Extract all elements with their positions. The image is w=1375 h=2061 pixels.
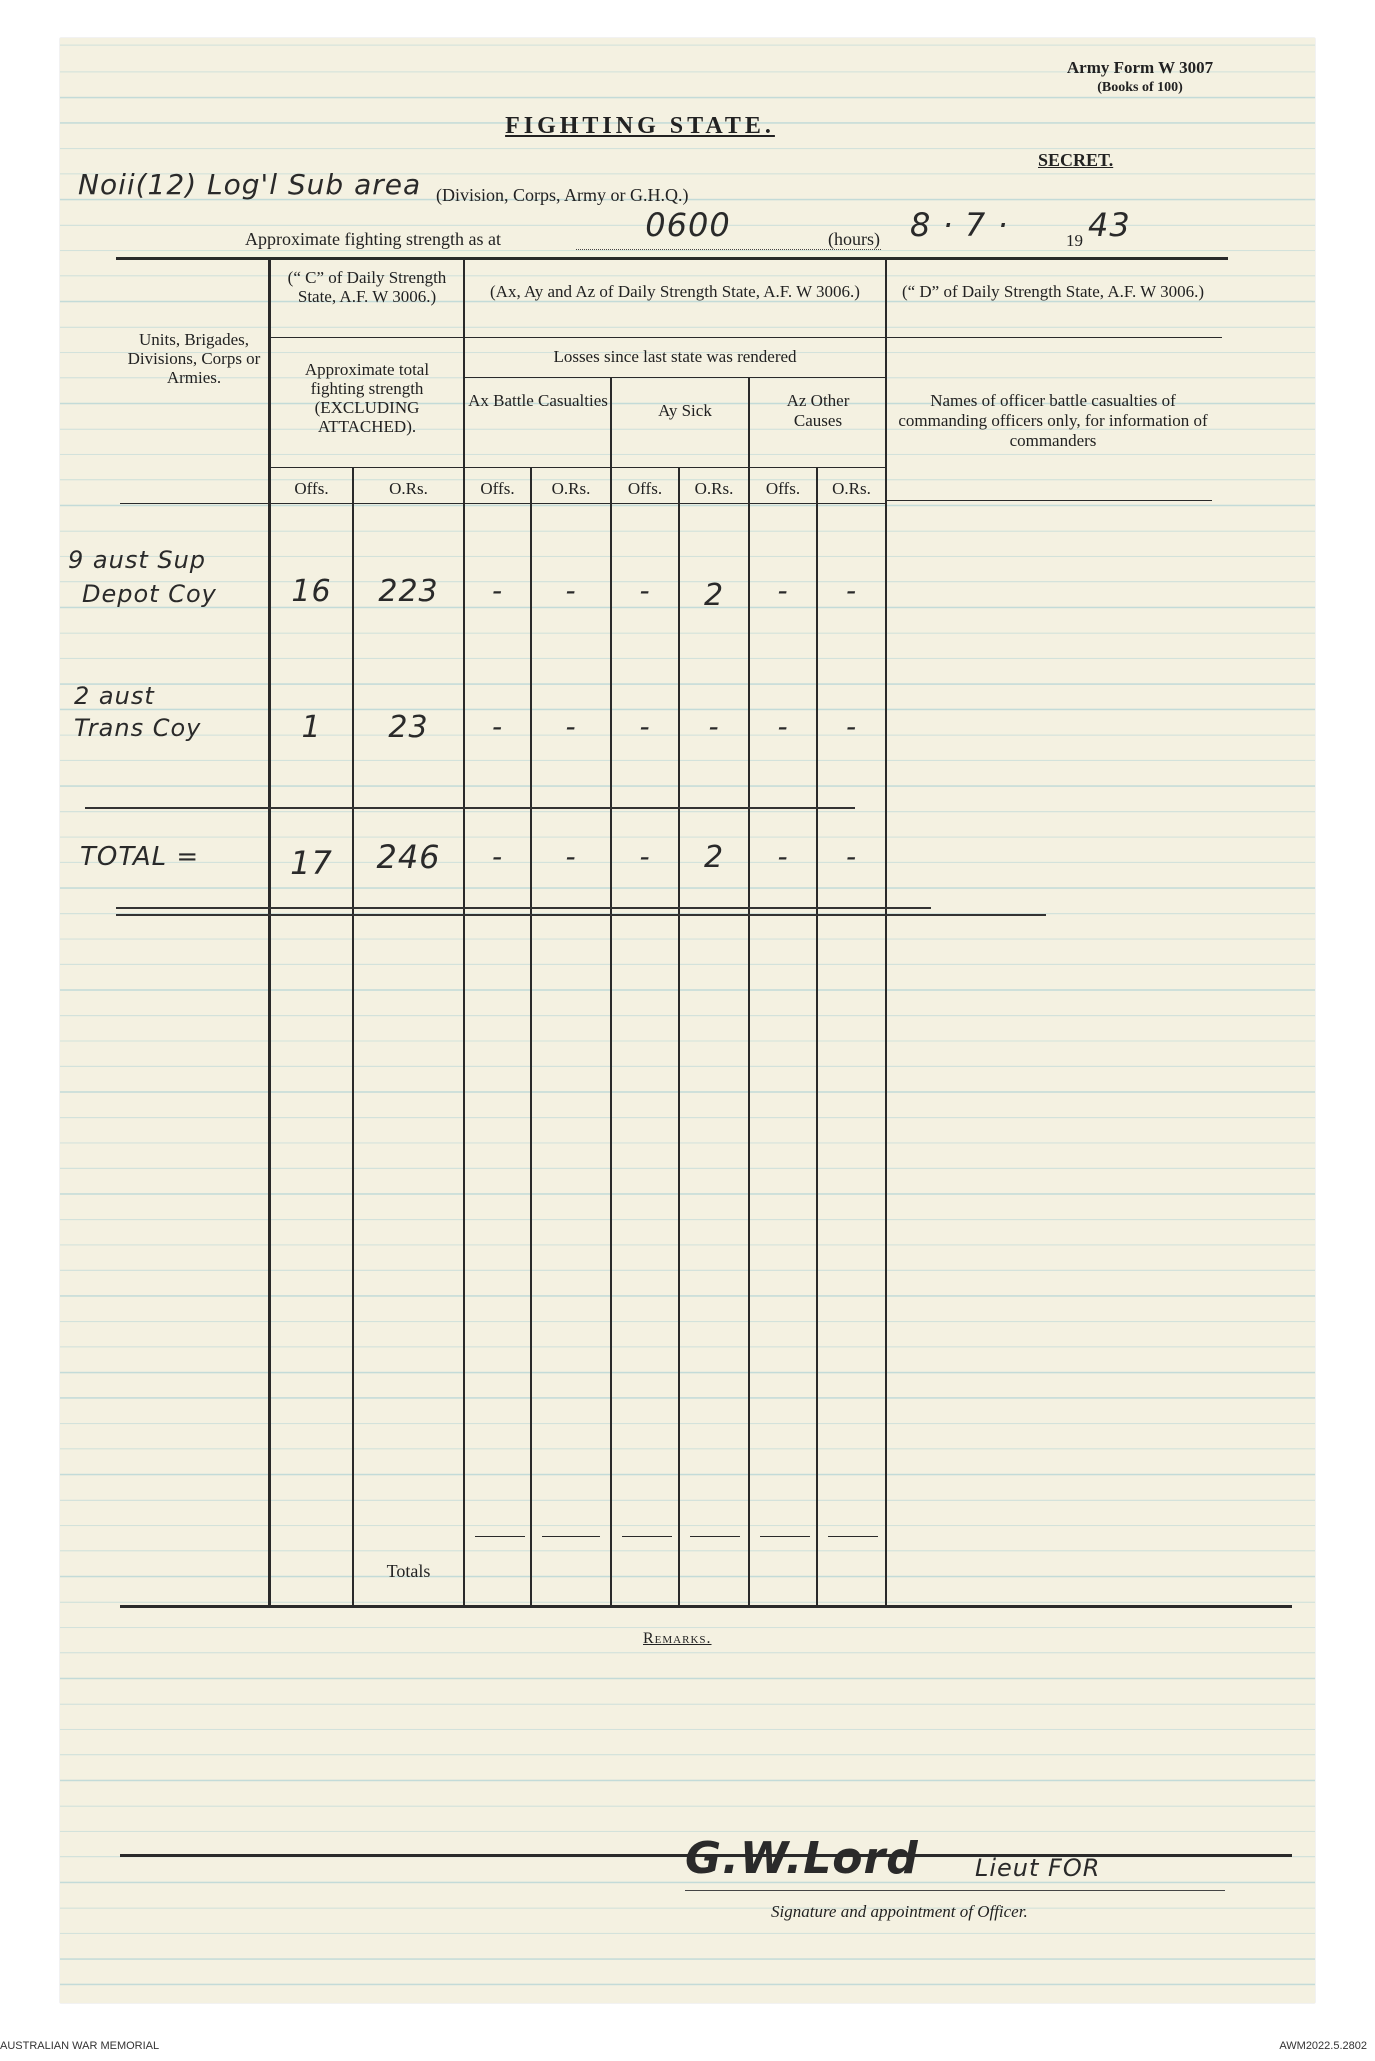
formation-label: (Division, Corps, Army or G.H.Q.) bbox=[436, 185, 689, 205]
row2-ors: 23 bbox=[388, 710, 429, 745]
ax-ors-header: O.Rs. bbox=[551, 479, 591, 498]
handwritten-double-rule-bottom bbox=[116, 914, 1046, 916]
total-ay-ors: 2 bbox=[703, 840, 725, 875]
row1-az-ors: - bbox=[845, 574, 858, 607]
row1-ay-ors: 2 bbox=[703, 578, 725, 613]
ay-header: Ay Sick bbox=[658, 401, 712, 420]
row2-az-ors: - bbox=[845, 710, 858, 743]
approx-strength-label: Approximate fighting strength as at bbox=[245, 229, 501, 249]
ax-offs-header: Offs. bbox=[480, 479, 515, 498]
c-ors-header: O.Rs. bbox=[389, 479, 428, 498]
form-title: FIGHTING STATE. bbox=[505, 113, 775, 139]
row2-ay-ors: - bbox=[708, 710, 720, 743]
footer-right: AWM2022.5.2802 bbox=[1279, 2040, 1367, 2052]
handwritten-double-rule-top bbox=[116, 907, 931, 909]
d-bottom-rule bbox=[887, 500, 1212, 501]
total-ors: 246 bbox=[376, 838, 441, 876]
divider-ax-ay bbox=[610, 378, 612, 1605]
time-handwritten: 0600 bbox=[645, 206, 731, 244]
total-ax-ors: - bbox=[565, 840, 577, 873]
az-offs-header: Offs. bbox=[765, 479, 801, 498]
books-note: (Books of 100) bbox=[1097, 80, 1183, 95]
divider-ax-inner bbox=[530, 468, 532, 1605]
row2-az-offs: - bbox=[777, 710, 789, 743]
signature-caption: Signature and appointment of Officer. bbox=[771, 1902, 1028, 1921]
losses-rule bbox=[465, 377, 885, 378]
hours-label: (hours) bbox=[828, 229, 880, 249]
row1-ors: 223 bbox=[378, 574, 439, 609]
year-prefix: 19 bbox=[1066, 231, 1083, 250]
signature-line bbox=[685, 1890, 1225, 1891]
a-ref-header: (Ax, Ay and Az of Daily Strength State, A.F. W 3006.) bbox=[490, 282, 860, 301]
divider-a-d bbox=[885, 260, 887, 1605]
d-ref-header: (“ D” of Daily Strength State, A.F. W 3006.) bbox=[901, 282, 1205, 301]
row1-ax-ors: - bbox=[565, 574, 577, 607]
units-bottom-rule bbox=[120, 503, 268, 504]
divider-ay-az bbox=[748, 378, 750, 1605]
divider-c-offs-ors bbox=[352, 468, 354, 1605]
a-ref-rule bbox=[465, 337, 885, 338]
az-header: Az Other Causes bbox=[786, 391, 850, 430]
c-offs-header: Offs. bbox=[294, 479, 329, 498]
totals-rule-ax-ors bbox=[542, 1536, 600, 1537]
divider-az-inner bbox=[816, 468, 818, 1605]
total-az-ors: - bbox=[845, 840, 858, 873]
footer-left: AUSTRALIAN WAR MEMORIAL bbox=[0, 2040, 160, 2052]
divider-c-a bbox=[463, 260, 465, 1605]
c-ref-rule bbox=[271, 337, 463, 338]
totals-rule-az-ors bbox=[828, 1536, 878, 1537]
ay-ors-header: O.Rs. bbox=[694, 479, 734, 498]
row1-ax-offs: - bbox=[491, 574, 504, 607]
year-handwritten: 43 bbox=[1088, 206, 1131, 244]
row2-ax-ors: - bbox=[565, 710, 577, 743]
secret-mark: SECRET. bbox=[1038, 150, 1114, 170]
row1-ay-offs: - bbox=[639, 574, 651, 607]
totals-rule-ay-offs bbox=[622, 1536, 672, 1537]
offs-ors-top-rule bbox=[271, 467, 885, 468]
row1-offs: 16 bbox=[291, 574, 332, 609]
formation-handwritten: Noii(12) Log'l Sub area bbox=[78, 168, 422, 201]
form-number: Army Form W 3007 bbox=[1066, 58, 1214, 77]
totals-rule-ax-offs bbox=[475, 1536, 525, 1537]
date-handwritten: 8 · 7 · bbox=[910, 206, 1009, 244]
units-header: Units, Brigades, Divisions, Corps or Armies. bbox=[127, 330, 261, 387]
totals-rule-ay-ors bbox=[690, 1536, 740, 1537]
form-sheet bbox=[60, 38, 1315, 2003]
c-desc-header: Approximate total fighting strength (EXCLUDING ATTACHED). bbox=[304, 360, 430, 436]
total-label: TOTAL = bbox=[80, 842, 200, 872]
total-ax-offs: - bbox=[491, 840, 504, 873]
d-desc-header: Names of officer battle casualties of commanding officers only, for information of commanders bbox=[898, 391, 1208, 450]
c-ref-header: (“ C” of Daily Strength State, A.F. W 3006.) bbox=[287, 268, 447, 306]
divider-ay-inner bbox=[678, 468, 680, 1605]
losses-header: Losses since last state was rendered bbox=[553, 347, 797, 366]
total-offs: 17 bbox=[290, 844, 333, 882]
divider-units bbox=[268, 260, 271, 1605]
table-bottom-rule bbox=[120, 1605, 1292, 1608]
handwritten-total-rule bbox=[85, 807, 855, 809]
row1-az-offs: - bbox=[777, 574, 789, 607]
row2-offs: 1 bbox=[301, 710, 322, 745]
subheader-bottom-rule bbox=[271, 503, 885, 504]
az-ors-header: O.Rs. bbox=[832, 479, 871, 498]
appointment-handwritten: Lieut FOR bbox=[975, 1854, 1101, 1882]
d-ref-rule bbox=[887, 337, 1222, 338]
total-ay-offs: - bbox=[639, 840, 651, 873]
ax-header: Ax Battle Casualties bbox=[468, 391, 608, 410]
total-az-offs: - bbox=[777, 840, 789, 873]
table-top-rule bbox=[116, 257, 1228, 260]
signature-handwritten: G.W.Lord bbox=[685, 1833, 919, 1884]
row1-unit-line2: Depot Coy bbox=[82, 580, 217, 608]
row2-ay-offs: - bbox=[639, 710, 651, 743]
remarks-heading: Remarks. bbox=[643, 1630, 712, 1647]
row2-ax-offs: - bbox=[491, 710, 504, 743]
row2-unit-line1: 2 aust bbox=[74, 682, 155, 710]
totals-rule-az-offs bbox=[760, 1536, 810, 1537]
totals-label: Totals bbox=[386, 1561, 431, 1581]
ay-offs-header: Offs. bbox=[627, 479, 663, 498]
row2-unit-line2: Trans Coy bbox=[74, 714, 202, 742]
row1-unit-line1: 9 aust Sup bbox=[68, 546, 207, 574]
